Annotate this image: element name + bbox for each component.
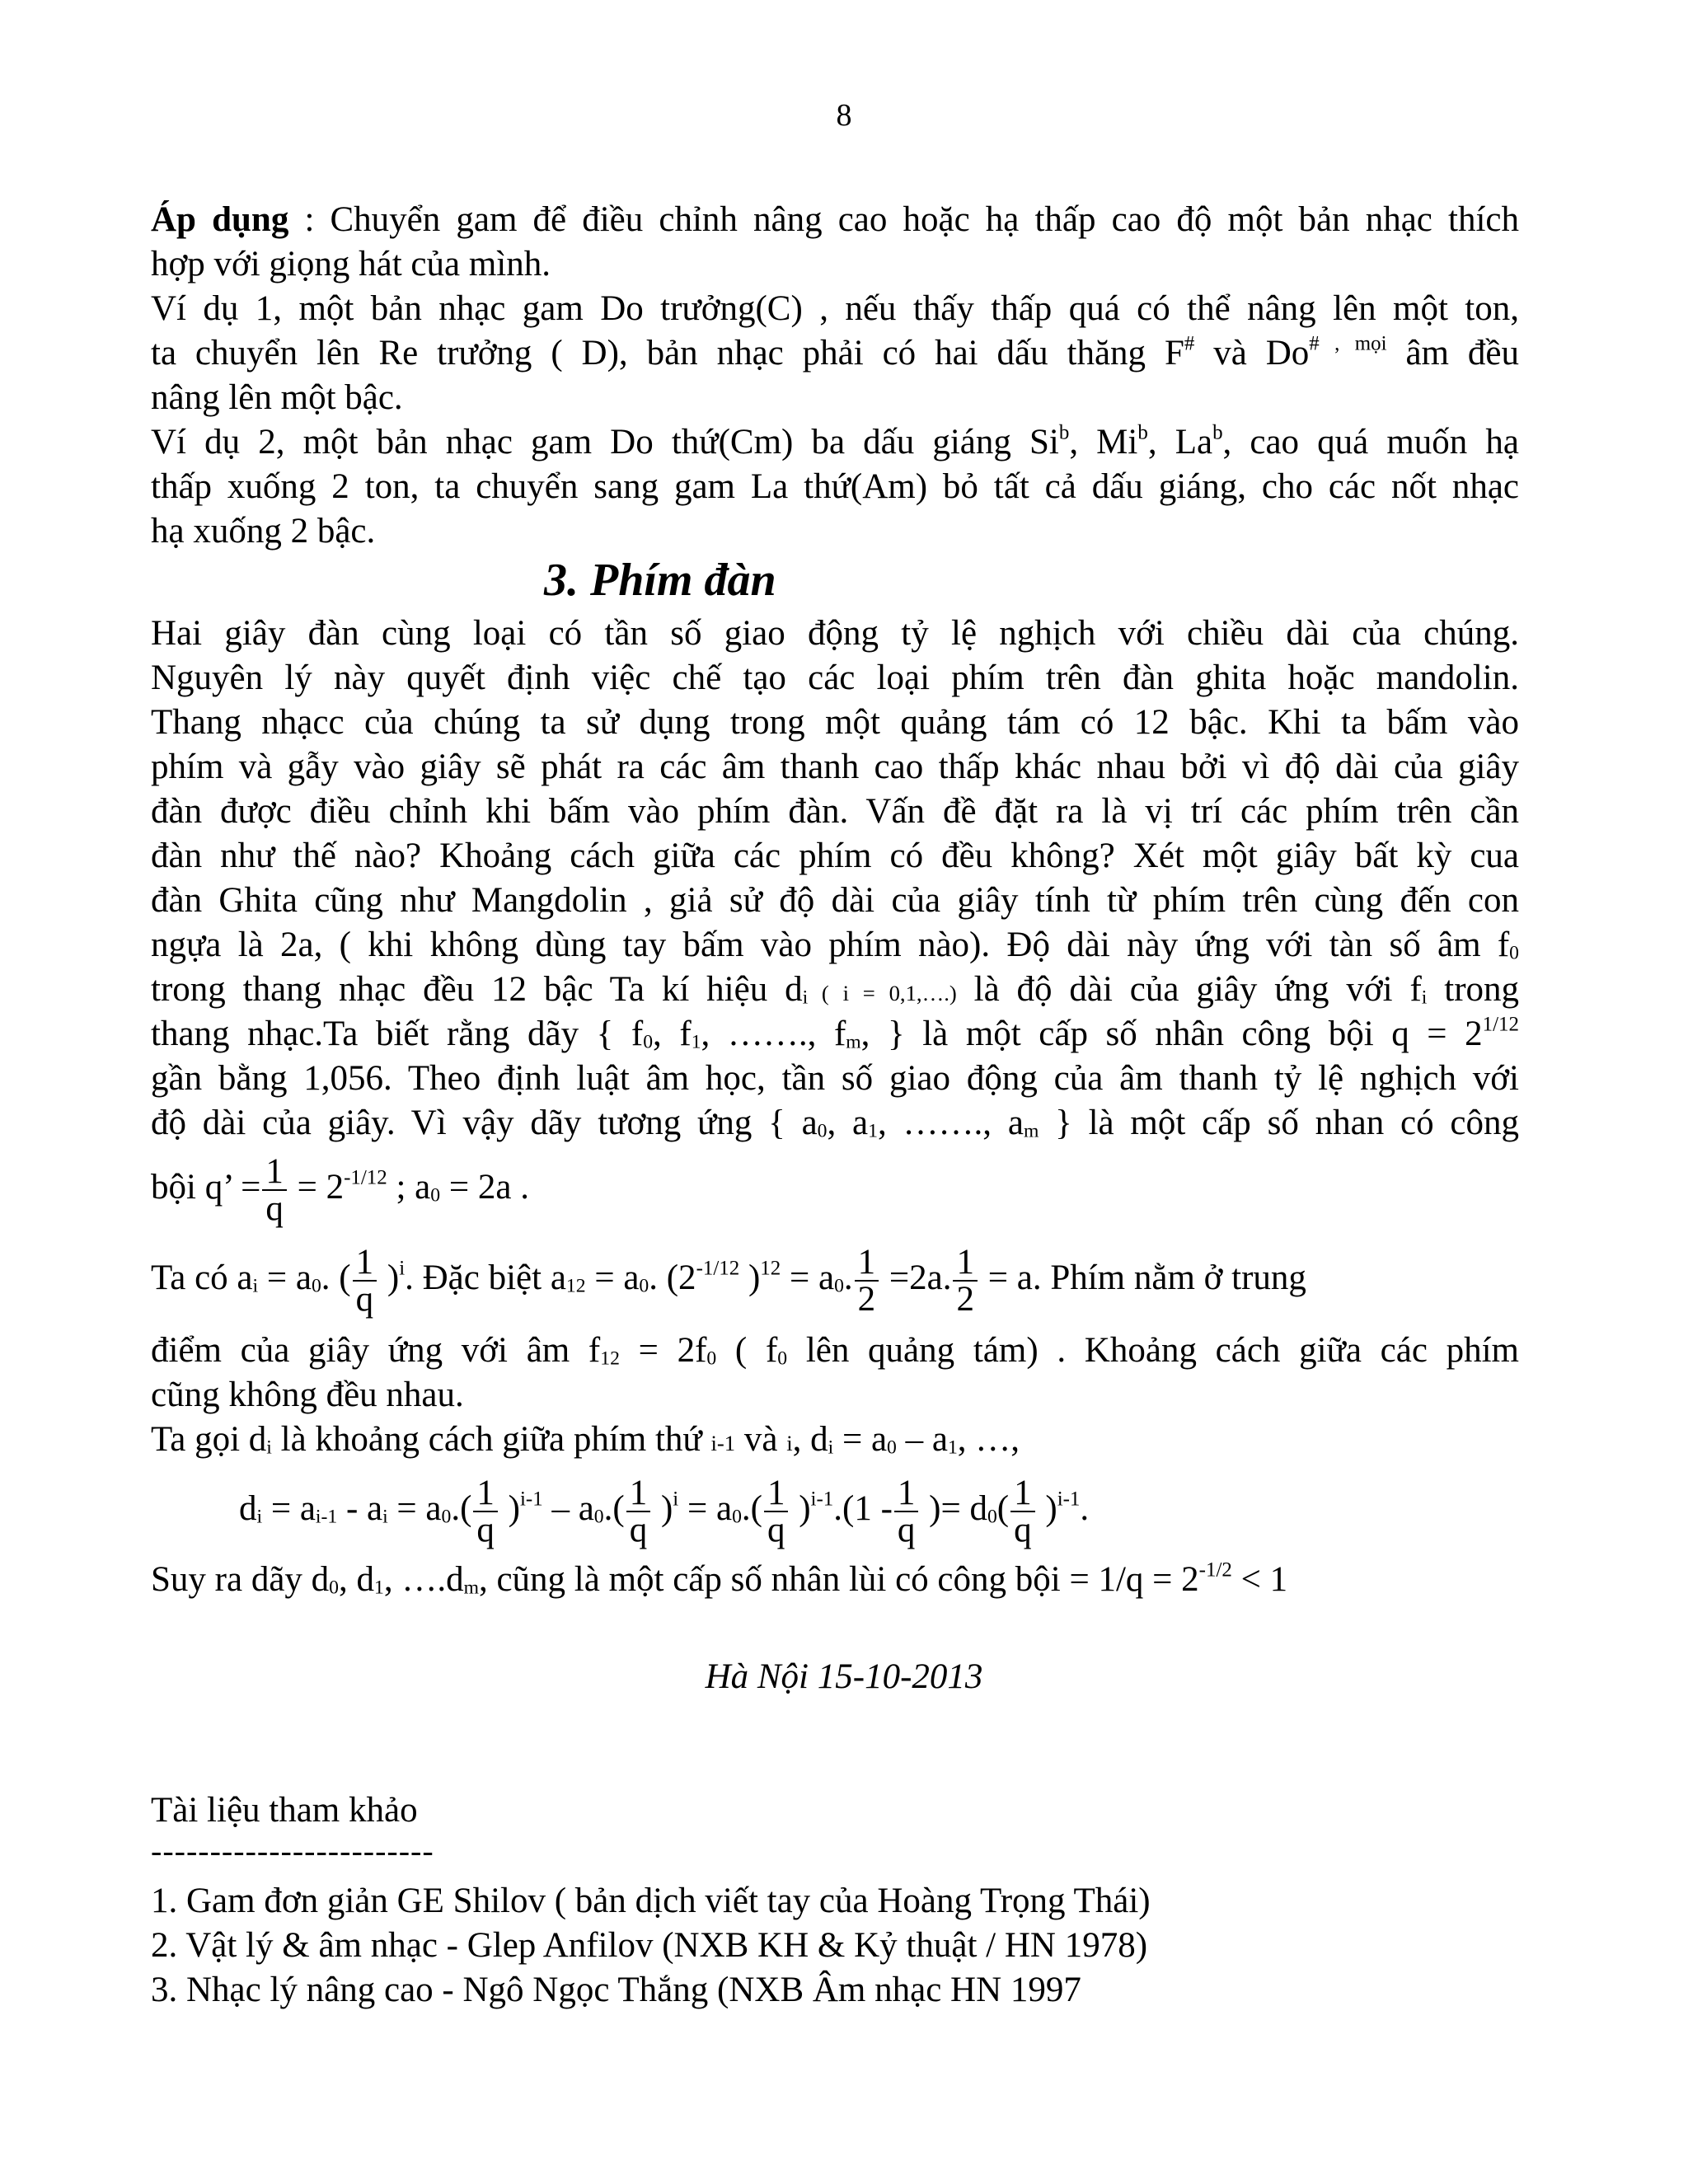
subscript: 0 — [777, 1347, 788, 1370]
subscript: 0 — [817, 1120, 828, 1142]
subscript: 0 — [887, 1436, 897, 1459]
flat-sign: b — [1212, 421, 1223, 444]
text: , d — [338, 1560, 374, 1599]
reference-item-1: 1. Gam đơn giản GE Shilov ( bản dịch viết tay của Hoàng Trọng Thái) — [151, 1882, 1151, 1920]
text: là độ dài của giây ứng với f — [956, 970, 1422, 1009]
text: , a — [827, 1104, 869, 1142]
subscript: 0 — [593, 1506, 604, 1528]
references-divider: ------------------------ — [151, 1832, 434, 1869]
text: trong — [1427, 970, 1520, 1009]
superscript: 1/12 — [1482, 1013, 1519, 1036]
text: .( — [603, 1488, 625, 1528]
text: Ta gọi d — [151, 1420, 267, 1459]
example-2-line-1 — [151, 420, 1519, 465]
date-line: Hà Nội 15-10-2013 — [705, 1657, 983, 1696]
sharp-sign: # , mọi — [1309, 332, 1387, 355]
text: lên quảng tám) . Khoảng cách giữa các phím — [787, 1331, 1520, 1370]
text: ) — [1036, 1488, 1057, 1528]
example-1-line-3: nâng lên một bậc. — [151, 378, 403, 417]
subscript: m — [846, 1031, 861, 1053]
text: , cũng là một cấp số nhân lùi có công bội = 1/q = 2 — [478, 1560, 1199, 1599]
text: )= d — [920, 1488, 987, 1528]
text: .( — [741, 1488, 762, 1528]
body-line-3: Thang nhạcc của chúng ta sử dụng trong một quảng tám có 12 bậc. Khi ta bấm vào — [151, 703, 1519, 742]
text: trong thang nhạc đều 12 bậc Ta kí hiệu d — [151, 970, 803, 1009]
fraction-1-over-2: $\frac{1}{2}$ — [953, 1244, 978, 1317]
body-line-7: đàn Ghita cũng như Mangdolin , giả sử độ dài của giây tính từ phím trên cùng đến con — [151, 881, 1519, 920]
body-line-4: phím và gẫy vào giây sẽ phát ra các âm thanh cao thấp khác nhau bởi vì độ dài của giây — [151, 748, 1519, 786]
text: – a — [896, 1420, 948, 1459]
text: , ……., a — [877, 1104, 1024, 1142]
text: = a — [678, 1488, 733, 1528]
text: =2a. — [880, 1258, 952, 1297]
body-line-5: đàn được điều chỉnh khi bấm vào phím đàn. Vấn đề đặt ra là vị trí các phím trên cần — [151, 792, 1519, 831]
text: Suy ra dãy d — [151, 1560, 330, 1599]
subscript: i — [802, 987, 809, 1009]
text: ) — [739, 1258, 761, 1297]
text: là khoảng cách giữa phím thứ — [271, 1420, 711, 1459]
superscript: i-1 — [810, 1488, 834, 1511]
subscript: i — [1421, 987, 1428, 1009]
superscript: i — [673, 1488, 679, 1511]
text: , La — [1147, 423, 1213, 462]
paragraph-apdung-line-2: hợp với giọng hát của mình. — [151, 245, 551, 284]
small-text: i — [786, 1431, 793, 1455]
small-text: i-1 — [710, 1431, 736, 1455]
reference-item-2: 2. Vật lý & âm nhạc - Glep Anfilov (NXB KH & Kỷ thuật / HN 1978) — [151, 1926, 1148, 1965]
subscript: 0 — [834, 1275, 844, 1297]
text: .( — [451, 1488, 472, 1528]
text: ) — [499, 1488, 520, 1528]
text: . ( — [321, 1258, 351, 1297]
text: = 2f — [619, 1331, 707, 1370]
subscript: 0 — [732, 1506, 742, 1528]
text: .(1 - — [833, 1488, 893, 1528]
subscript: 1 — [947, 1436, 958, 1459]
fraction-1-over-q: $\frac{1}{q}$ — [764, 1475, 789, 1548]
text: ngựa là 2a, ( khi không dùng tay bấm vào phím nào). Độ dài này ứng với tàn số âm f — [151, 926, 1510, 964]
text: } là một cấp số nhan có công — [1039, 1104, 1520, 1142]
text: , d — [792, 1420, 828, 1459]
fraction-1-over-q: $\frac{1}{q}$ — [1010, 1475, 1035, 1548]
subscript: 0 — [329, 1577, 339, 1599]
text: = 2a . — [440, 1167, 529, 1207]
fraction-1-over-q: $\frac{1}{q}$ — [894, 1475, 919, 1548]
text: : Chuyển gam để điều chỉnh nâng cao hoặc hạ thấp cao độ một bản nhạc thích — [288, 200, 1519, 239]
subscript: m — [1023, 1120, 1039, 1142]
text: độ dài của giây. Vì vậy dãy tương ứng { a — [151, 1104, 818, 1142]
text: bội q’ = — [151, 1167, 261, 1207]
body-line-11: gần bằng 1,056. Theo định luật âm học, tần số giao động của âm thanh tỷ lệ nghịch với — [151, 1059, 1519, 1098]
text: = a — [833, 1420, 888, 1459]
text: Ví dụ 2, một bản nhạc gam Do thứ(Cm) ba dấu giáng Si — [151, 423, 1059, 462]
text: âm đều — [1386, 334, 1519, 373]
page-number: 8 — [836, 98, 852, 133]
subscript: 0 — [987, 1506, 997, 1528]
subscript: 12 — [600, 1347, 620, 1370]
subscript: 1 — [868, 1120, 878, 1142]
text: = a — [262, 1488, 316, 1528]
fraction-1-over-2: $\frac{1}{2}$ — [855, 1244, 879, 1317]
subscript: i-1 — [315, 1506, 338, 1528]
subscript: 1 — [691, 1031, 701, 1053]
text: ) — [652, 1488, 673, 1528]
text: = a — [258, 1258, 312, 1297]
text: ( f — [716, 1331, 778, 1370]
text: < 1 — [1231, 1560, 1288, 1599]
text: ) — [790, 1488, 811, 1528]
superscript: 12 — [760, 1257, 781, 1280]
subscript: 0 — [430, 1184, 441, 1207]
text: d — [239, 1488, 257, 1528]
small-text: ( i = 0,1,….) — [808, 981, 957, 1005]
text: = a — [585, 1258, 640, 1297]
body-line-13 — [151, 1154, 1519, 1226]
section-heading: 3. Phím đàn — [544, 555, 776, 606]
subscript: i — [382, 1506, 388, 1528]
body-line-1: Hai giây đàn cùng loại có tần số giao động tỷ lệ nghịch với chiều dài của chúng. — [151, 614, 1519, 653]
text: , …, — [957, 1420, 1020, 1459]
text: = a — [387, 1488, 442, 1528]
sharp-sign: # — [1184, 332, 1195, 355]
text: . — [1080, 1488, 1090, 1528]
example-2-line-3: hạ xuống 2 bậc. — [151, 512, 376, 551]
text: , ……., f — [701, 1015, 846, 1053]
paragraph-apdung-line-1 — [151, 198, 1519, 242]
body-line-6: đàn như thế nào? Khoảng cách giữa các phím có đều không? Xét một giây bất kỳ cua — [151, 837, 1519, 875]
subscript: 0 — [1509, 942, 1519, 964]
text: điểm của giây ứng với âm f — [151, 1331, 601, 1370]
text: ; a — [387, 1167, 431, 1207]
example-2-line-2: thấp xuống 2 ton, ta chuyển sang gam La thứ(Am) bỏ tất cả dấu giáng, cho các nốt nhạc — [151, 467, 1519, 506]
fraction-1-over-q: $\frac{1}{q}$ — [353, 1244, 377, 1317]
text: , f — [653, 1015, 692, 1053]
subscript: i — [266, 1436, 272, 1459]
text: , ….d — [383, 1560, 464, 1599]
text: = a — [781, 1258, 835, 1297]
subscript: i — [828, 1436, 834, 1459]
text: - a — [337, 1488, 383, 1528]
formula-line-6 — [151, 1558, 1519, 1610]
text: – a — [542, 1488, 594, 1528]
text: ta chuyển lên Re trưởng ( D), bản nhạc phải có hai dấu thăng F — [151, 334, 1184, 373]
references-title: Tài liệu tham khảo — [151, 1791, 418, 1830]
superscript: -1/12 — [696, 1257, 740, 1280]
subscript: 1 — [373, 1577, 384, 1599]
body-line-2: Nguyên lý này quyết định việc chế tạo các loại phím trên đàn ghita hoặc mandolin. — [151, 658, 1519, 697]
formula-line-1: Ta có ai = a0. ( $\frac{1}{q}$ )$^i$. Đặc biệt a12 = a0. ($2^{-1/12}$ )$^{12}$ = a0. $\frac{1}{2}$ =2a. $\frac{1}{2}$ = a. Phím nằm ở trung — [151, 1243, 1306, 1319]
text: Ta có a — [151, 1258, 253, 1297]
text: và Do — [1194, 334, 1310, 373]
fraction-1-over-q: $\frac{1}{q}$ — [473, 1475, 498, 1548]
subscript: 0 — [311, 1275, 321, 1297]
text: = a. Phím nằm ở trung — [978, 1258, 1306, 1297]
apdung-label: Áp dụng — [151, 200, 289, 239]
text: . (2 — [649, 1258, 696, 1297]
formula-line-3: cũng không đều nhau. — [151, 1376, 464, 1414]
text: . Đặc biệt a — [405, 1258, 566, 1297]
subscript: 0 — [441, 1506, 452, 1528]
formula-line-4 — [151, 1418, 1519, 1470]
flat-sign: b — [1137, 421, 1148, 444]
text: và — [735, 1420, 787, 1459]
subscript: 0 — [643, 1031, 654, 1053]
text: thang nhạc.Ta biết rằng dãy { f — [151, 1015, 644, 1053]
formula-line-5: di = ai-1 - ai = a0.( $\frac{1}{q}$ )$^{i-1}$ – a0.( $\frac{1}{q}$ )$^i$ = a0.( $\frac{1}{q}$ )$^{i-1}$.(1 - $\frac{1}{q}$ )= d0( $\frac{1}{q}$ )$^{i-1}$. — [239, 1474, 1090, 1549]
example-1-line-2 — [151, 331, 1519, 376]
text: = 2 — [288, 1167, 345, 1207]
flat-sign: b — [1058, 421, 1070, 444]
subscript: m — [463, 1577, 479, 1599]
subscript: 0 — [706, 1347, 717, 1370]
text: , cao quá muốn hạ — [1222, 423, 1519, 462]
subscript: 0 — [639, 1275, 649, 1297]
fraction-1-over-q: $\frac{1}{q}$ — [626, 1475, 651, 1548]
example-1-line-1: Ví dụ 1, một bản nhạc gam Do trưởng(C) , nếu thấy thấp quá có thể nâng lên một ton, — [151, 289, 1519, 328]
text: , Mi — [1069, 423, 1138, 462]
subscript: 12 — [565, 1275, 586, 1297]
superscript: i-1 — [520, 1488, 543, 1511]
body-line-12 — [151, 1101, 1519, 1154]
superscript: -1/2 — [1198, 1558, 1232, 1582]
superscript: i-1 — [1057, 1488, 1081, 1511]
subscript: i — [252, 1275, 259, 1297]
reference-item-3: 3. Nhạc lý nâng cao - Ngô Ngọc Thắng (NXB Âm nhạc HN 1997 — [151, 1971, 1081, 2009]
superscript: -1/12 — [344, 1166, 387, 1189]
fraction-1-over-q: $\frac{1}{q}$ — [262, 1154, 287, 1226]
text: ) — [378, 1258, 400, 1297]
superscript: i — [399, 1257, 406, 1280]
text: , } là một cấp số nhân công bội q = 2 — [860, 1015, 1483, 1053]
subscript: i — [256, 1506, 263, 1528]
